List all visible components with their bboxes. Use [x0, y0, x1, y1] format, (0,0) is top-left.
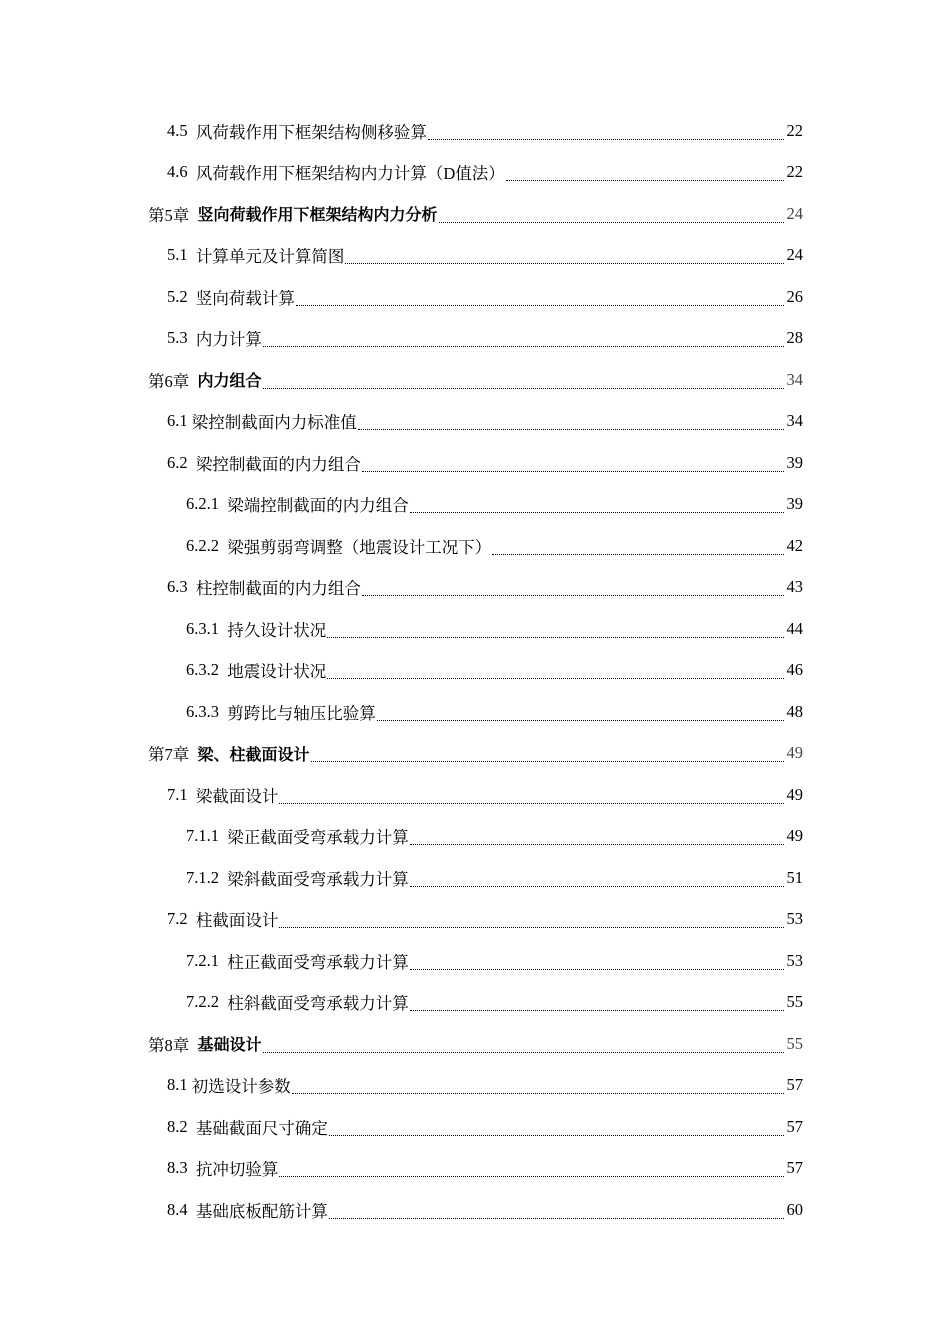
toc-entry-number: 第5章: [148, 205, 198, 225]
toc-entry[interactable]: [0, 235, 950, 277]
toc-entry-page-number: 24: [786, 203, 803, 223]
toc-entry-page-number: 55: [786, 992, 803, 1012]
toc-entry-title: 梁截面设计: [195, 786, 279, 806]
toc-entry-page-number: 44: [786, 618, 803, 638]
toc-entry[interactable]: [0, 691, 950, 733]
toc-dot-leader: [263, 387, 784, 389]
toc-entry-number: 8.4: [167, 1199, 196, 1219]
toc-entry-page-number: 51: [786, 867, 803, 887]
toc-entry-number: 8.2: [167, 1116, 196, 1136]
toc-entry-title: 持久设计状况: [227, 620, 327, 640]
toc-entry[interactable]: [0, 733, 950, 775]
toc-entry[interactable]: [0, 608, 950, 650]
toc-entry-number: 6.3.1: [186, 618, 228, 638]
toc-entry[interactable]: [0, 276, 950, 318]
toc-entry[interactable]: [0, 1189, 950, 1231]
toc-entry-title: 梁强剪弱弯调整（地震设计工况下）: [227, 537, 492, 557]
toc-entry-title: 梁正截面受弯承载力计算: [227, 828, 409, 848]
toc-dot-leader: [263, 345, 784, 347]
toc-entry-title: 内力组合: [197, 371, 262, 391]
toc-dot-leader: [362, 594, 784, 596]
toc-entry-number: 7.1.2: [186, 867, 228, 887]
toc-dot-leader: [410, 885, 784, 887]
toc-entry-page-number: 48: [786, 701, 803, 721]
toc-entry-number: 6.2: [167, 452, 196, 472]
toc-entry-page-number: 53: [786, 950, 803, 970]
toc-entry[interactable]: [0, 567, 950, 609]
toc-entry-number: 5.1: [167, 245, 196, 265]
toc-entry-page-number: 42: [786, 535, 803, 555]
toc-entry-page-number: 28: [786, 328, 803, 348]
toc-entry[interactable]: [0, 899, 950, 941]
toc-entry-title: 内力计算: [195, 330, 262, 350]
toc-dot-leader: [345, 262, 784, 264]
toc-entry-page-number: 57: [786, 1075, 803, 1095]
toc-entry-title: 柱截面设计: [195, 911, 279, 931]
toc-entry-number: 5.2: [167, 286, 196, 306]
toc-entry-title: 柱控制截面的内力组合: [195, 579, 361, 599]
toc-entry-title: 梁斜截面受弯承载力计算: [227, 869, 409, 889]
toc-entry[interactable]: [0, 1065, 950, 1107]
toc-entry[interactable]: [0, 1148, 950, 1190]
toc-entry-number: 第8章: [148, 1035, 198, 1055]
toc-entry[interactable]: [0, 816, 950, 858]
toc-entry-title: 剪跨比与轴压比验算: [227, 703, 376, 723]
toc-entry[interactable]: [0, 525, 950, 567]
toc-entry-number: 7.2: [167, 909, 196, 929]
toc-entry[interactable]: [0, 193, 950, 235]
toc-entry-page-number: 22: [786, 120, 803, 140]
toc-entry-number: 6.3.2: [186, 660, 228, 680]
toc-entry-title: 计算单元及计算简图: [195, 247, 345, 267]
toc-entry-page-number: 34: [786, 411, 803, 431]
toc-dot-leader: [329, 1217, 784, 1219]
toc-entry-title: 梁端控制截面的内力组合: [227, 496, 409, 516]
toc-entry-page-number: 26: [786, 286, 803, 306]
toc-entry[interactable]: [0, 940, 950, 982]
toc-entry[interactable]: [0, 318, 950, 360]
toc-entry-title: 梁控制截面的内力组合: [195, 454, 361, 474]
toc-entry-page-number: 39: [786, 452, 803, 472]
toc-dot-leader: [327, 677, 784, 679]
toc-dot-leader: [506, 179, 784, 181]
toc-dot-leader: [327, 636, 784, 638]
toc-entry-title: 抗冲切验算: [195, 1160, 279, 1180]
toc-dot-leader: [296, 304, 784, 306]
toc-entry-page-number: 60: [786, 1199, 803, 1219]
toc-entry-title: 风荷载作用下框架结构侧移验算: [195, 122, 427, 142]
toc-entry-title: 基础截面尺寸确定: [195, 1118, 328, 1138]
toc-entry-title: 柱斜截面受弯承载力计算: [227, 994, 409, 1014]
toc-entry-page-number: 57: [786, 1116, 803, 1136]
toc-entry[interactable]: [0, 442, 950, 484]
toc-dot-leader: [329, 1134, 784, 1136]
toc-entry[interactable]: [0, 484, 950, 526]
toc-entry-title: 风荷载作用下框架结构内力计算（D值法）: [195, 164, 505, 184]
toc-entry-number: 7.1.1: [186, 826, 228, 846]
toc-entry-number: 7.2.2: [186, 992, 228, 1012]
toc-dot-leader: [279, 1175, 784, 1177]
toc-entry-title: 初选设计参数: [191, 1077, 291, 1097]
toc-entry-page-number: 34: [786, 369, 803, 389]
toc-dot-leader: [410, 968, 784, 970]
table-of-contents: [0, 110, 950, 1231]
toc-entry[interactable]: [0, 857, 950, 899]
toc-entry-title: 竖向荷载作用下框架结构内力分析: [197, 205, 438, 225]
toc-entry[interactable]: [0, 1023, 950, 1065]
toc-entry-page-number: 39: [786, 494, 803, 514]
toc-dot-leader: [410, 511, 784, 513]
toc-entry[interactable]: [0, 401, 950, 443]
toc-entry-number: 7.1: [167, 784, 196, 804]
toc-entry-page-number: 53: [786, 909, 803, 929]
toc-dot-leader: [311, 760, 784, 762]
toc-dot-leader: [358, 428, 784, 430]
toc-dot-leader: [492, 553, 784, 555]
toc-entry-page-number: 57: [786, 1158, 803, 1178]
toc-entry[interactable]: [0, 650, 950, 692]
toc-entry-page-number: 43: [786, 577, 803, 597]
toc-entry-title: 柱正截面受弯承载力计算: [227, 952, 409, 972]
toc-entry-page-number: 24: [786, 245, 803, 265]
toc-entry[interactable]: [0, 110, 950, 152]
toc-dot-leader: [377, 719, 784, 721]
toc-dot-leader: [428, 138, 784, 140]
toc-entry-page-number: 46: [786, 660, 803, 680]
toc-entry-number: 第6章: [148, 371, 198, 391]
toc-entry[interactable]: [0, 774, 950, 816]
toc-entry-number: 5.3: [167, 328, 196, 348]
toc-dot-leader: [439, 221, 784, 223]
toc-entry-number: 第7章: [148, 745, 198, 765]
toc-entry-title: 地震设计状况: [227, 662, 327, 682]
toc-entry[interactable]: [0, 982, 950, 1024]
toc-entry-number: 6.2.2: [186, 535, 228, 555]
toc-entry-number: 4.6: [167, 162, 196, 182]
toc-entry-page-number: 22: [786, 162, 803, 182]
toc-dot-leader: [279, 802, 784, 804]
toc-entry[interactable]: [0, 359, 950, 401]
toc-entry-number: 8.1: [167, 1075, 192, 1095]
toc-dot-leader: [263, 1051, 784, 1053]
toc-entry-page-number: 49: [786, 826, 803, 846]
toc-entry-number: 6.3: [167, 577, 196, 597]
toc-entry-number: 8.3: [167, 1158, 196, 1178]
toc-entry-number: 6.3.3: [186, 701, 228, 721]
toc-entry-title: 基础设计: [197, 1035, 262, 1055]
toc-dot-leader: [292, 1092, 784, 1094]
toc-entry[interactable]: [0, 1106, 950, 1148]
toc-entry-number: 7.2.1: [186, 950, 228, 970]
toc-entry-page-number: 49: [786, 784, 803, 804]
toc-entry-number: 6.2.1: [186, 494, 228, 514]
toc-entry-title: 基础底板配筋计算: [195, 1201, 328, 1221]
toc-entry-title: 梁控制截面内力标准值: [191, 413, 357, 433]
toc-dot-leader: [362, 470, 784, 472]
toc-entry-title: 梁、柱截面设计: [197, 744, 310, 764]
toc-entry-number: 4.5: [167, 120, 196, 140]
toc-entry-page-number: 55: [786, 1033, 803, 1053]
toc-entry[interactable]: [0, 152, 950, 194]
toc-entry-title: 竖向荷载计算: [195, 288, 295, 308]
toc-dot-leader: [279, 926, 784, 928]
toc-dot-leader: [410, 1009, 784, 1011]
toc-entry-page-number: 49: [786, 743, 803, 763]
toc-entry-number: 6.1: [167, 411, 192, 431]
toc-dot-leader: [410, 843, 784, 845]
